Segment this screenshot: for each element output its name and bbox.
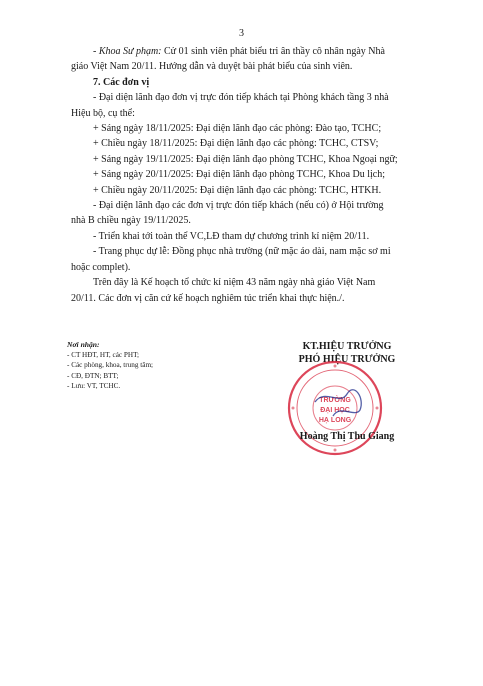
- seal-stamp-icon: [285, 358, 385, 458]
- text-line: - Đại diện lãnh đạo các đơn vị trực đón tiếp khách (nếu có) ở Hội trường: [93, 200, 384, 212]
- recipient-item: - Các phòng, khoa, trung tâm;: [67, 361, 154, 370]
- text-line: + Sáng ngày 19/11/2025: Đại diện lãnh đạo phòng TCHC, Khoa Ngoại ngữ;: [93, 153, 398, 165]
- body-text: [71, 44, 423, 306]
- official-seal: [285, 358, 385, 458]
- text-line: giáo Việt Nam 20/11. Hướng dẫn và duyệt bài phát biểu của sinh viên.: [71, 61, 353, 73]
- page-number: 3: [239, 28, 244, 39]
- text-line: Cử 01 sinh viên phát biểu tri ân thầy cô nhân ngày Nhà: [161, 46, 385, 57]
- recipient-item: - CT HĐT, HT, các PHT;: [67, 351, 140, 360]
- signer-role-1: KT.HIỆU TRƯỞNG: [302, 341, 392, 352]
- text-line: - Triển khai tới toàn thể VC,LĐ tham dự chương trình kỉ niệm 20/11.: [93, 230, 370, 242]
- text-line: Hiệu bộ, cụ thể:: [71, 107, 135, 119]
- signer-role-2: PHÓ HIỆU TRƯỞNG: [298, 354, 396, 365]
- signer-name: Hoàng Thị Thu Giang: [299, 431, 395, 442]
- khoa-su-pham-label: - Khoa Sư phạm:: [93, 46, 162, 57]
- svg-text:TRƯỜNG: TRƯỜNG: [319, 397, 351, 404]
- recipient-item: - CĐ, ĐTN; BTT;: [67, 371, 119, 380]
- recipient-item: - Lưu: VT, TCHC.: [67, 381, 121, 390]
- text-line: + Sáng ngày 18/11/2025: Đại diện lãnh đạo các phòng: Đào tạo, TCHC;: [93, 123, 382, 135]
- text-line: hoặc complet).: [71, 261, 131, 273]
- recipients-title: Nơi nhận:: [67, 340, 100, 349]
- text-line: - Trang phục dự lễ: Đồng phục nhà trường (nữ mặc áo dài, nam mặc sơ mi: [93, 246, 391, 258]
- text-line: + Chiều ngày 18/11/2025: Đại diện lãnh đạo các phòng: TCHC, CTSV;: [93, 138, 379, 150]
- section-heading: 7. Các đơn vị: [93, 76, 150, 88]
- text-line: Trên đây là Kế hoạch tổ chức kỉ niệm 43 năm ngày nhà giáo Việt Nam: [93, 277, 376, 289]
- khoa-su-pham-line: [93, 44, 423, 59]
- text-line: - Đại diện lãnh đạo đơn vị trực đón tiếp khách tại Phòng khách tầng 3 nhà: [93, 92, 389, 104]
- text-line: + Sáng ngày 20/11/2025: Đại diện lãnh đạo phòng TCHC, Khoa Du lịch;: [93, 169, 385, 181]
- svg-text:HẠ LONG: HẠ LONG: [318, 417, 352, 424]
- recipients-block: [67, 340, 153, 391]
- text-line: + Chiều ngày 20/11/2025: Đại diện lãnh đạo các phòng: TCHC, HTKH.: [93, 184, 382, 196]
- svg-text:ĐẠI HỌC: ĐẠI HỌC: [320, 407, 350, 414]
- text-line: nhà B chiều ngày 19/11/2025.: [71, 215, 191, 227]
- text-line: 20/11. Các đơn vị căn cứ kế hoạch nghiêm túc triển khai thực hiện./.: [71, 292, 345, 304]
